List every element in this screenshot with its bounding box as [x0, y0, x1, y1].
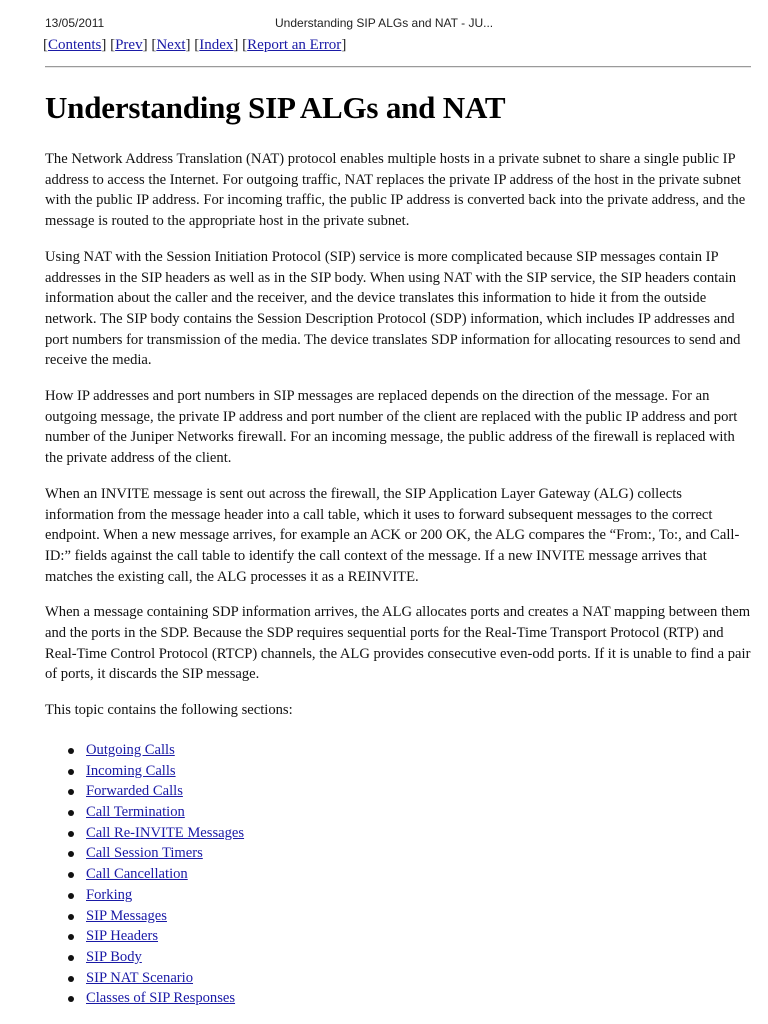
section-link-call-session-timers[interactable]: Call Session Timers [86, 845, 203, 862]
bullet-icon [68, 914, 74, 920]
index-link[interactable]: Index [199, 37, 234, 53]
bullet-icon [68, 769, 74, 775]
report-error-link[interactable]: Report an Error [247, 37, 342, 53]
bullet-icon [68, 872, 74, 878]
header-divider [45, 66, 751, 68]
bullet-icon [68, 996, 74, 1002]
next-link[interactable]: Next [156, 37, 186, 53]
bullet-icon [68, 748, 74, 754]
section-link-call-cancellation[interactable]: Call Cancellation [86, 866, 188, 883]
prev-link[interactable]: Prev [115, 37, 143, 53]
bullet-icon [68, 851, 74, 857]
list-item [65, 988, 752, 1009]
print-header [45, 16, 723, 32]
bullet-icon [68, 955, 74, 961]
page-title: Understanding SIP ALGs and NAT [45, 90, 506, 125]
list-item [65, 906, 752, 927]
section-link-sip-nat-scenario[interactable]: SIP NAT Scenario [86, 969, 194, 986]
section-link-call-reinvite[interactable]: Call Re-INVITE Messages [86, 824, 245, 841]
list-item [65, 947, 752, 968]
list-item [65, 802, 752, 823]
bullet-icon [68, 893, 74, 899]
bullet-icon [68, 976, 74, 982]
section-link-incoming-calls[interactable]: Incoming Calls [86, 762, 176, 779]
section-link-classes-sip-responses[interactable]: Classes of SIP Responses [86, 990, 236, 1007]
paragraph-address-replacement: How IP addresses and port numbers in SIP messages are replaced depends on the direction of the message. For an outgoing message, the private IP address and port number of the client are replaced with the public IP address and port number of the Juniper Networks firewall. For an incoming message, the public address of the firewall is replaced with the private address of the client. [45, 388, 738, 467]
section-link-call-termination[interactable]: Call Termination [86, 803, 185, 820]
section-link-forking[interactable]: Forking [86, 886, 133, 903]
bullet-icon [68, 789, 74, 795]
list-item [65, 823, 752, 844]
sections-list [45, 740, 752, 1009]
paragraph-sections-intro: This topic contains the following sections: [45, 702, 293, 719]
paragraph-invite-handling: When an INVITE message is sent out across the firewall, the SIP Application Layer Gateway (ALG) collects information from the message header into a call table, which it uses to forward subsequent messages to the correct endpoint. When a new message arrives, for example an ACK or 200 OK, the ALG compares the “From:, To:, and Call-ID:” fields against the call table to identify the call context of the message. If a new INVITE message arrives that matches the existing call, the ALG processes it as a REINVITE. [45, 485, 740, 585]
list-item [65, 885, 752, 906]
list-item [65, 968, 752, 989]
bullet-icon [68, 934, 74, 940]
paragraph-nat-sip: Using NAT with the Session Initiation Protocol (SIP) service is more complicated because SIP messages contain IP addresses in the SIP headers as well as in the SIP body. When using NAT with the SIP service, the SIP headers contain information about the caller and the receiver, and the device translates this information to hide it from the outside network. The SIP body contains the Session Description Protocol (SDP) information, which includes IP addresses and port numbers for transmission of the media. The device translates SDP information for allocating resources to send and receive the media. [45, 248, 741, 369]
list-item [65, 926, 752, 947]
section-link-forwarded-calls[interactable]: Forwarded Calls [86, 783, 183, 800]
bullet-icon [68, 810, 74, 816]
list-item [65, 761, 752, 782]
navigation-bar: [Contents] [Prev] [Next] [Index] [Report an Error] [43, 37, 347, 53]
paragraph-nat-intro: The Network Address Translation (NAT) protocol enables multiple hosts in a private subnet to share a single public IP address to access the Internet. For outgoing traffic, NAT replaces the private IP address of the host in the private subnet with the public IP address. For incoming traffic, the public IP address is converted back into the private address, and the message is routed to the appropriate host in the private subnet. [45, 151, 746, 230]
print-document-title: Understanding SIP ALGs and NAT - JU... [275, 16, 494, 30]
contents-link[interactable]: Contents [48, 37, 102, 53]
list-item [65, 864, 752, 885]
list-item [65, 740, 752, 761]
section-link-sip-body[interactable]: SIP Body [86, 948, 142, 965]
bullet-icon [68, 831, 74, 837]
section-link-sip-headers[interactable]: SIP Headers [86, 928, 159, 945]
paragraph-sdp-handling: When a message containing SDP information arrives, the ALG allocates ports and creates a NAT mapping between them and the ports in the SDP. Because the SDP requires sequential ports for the Real-Time Transport Protocol (RTP) and Real-Time Control Protocol (RTCP) channels, the ALG provides consecutive even-odd ports. If it is unable to find a pair of ports, it discards the SIP message. [45, 604, 751, 683]
section-link-outgoing-calls[interactable]: Outgoing Calls [86, 741, 175, 758]
article-body [45, 149, 752, 1009]
list-item [65, 781, 752, 802]
section-link-sip-messages[interactable]: SIP Messages [86, 907, 167, 924]
list-item [65, 843, 752, 864]
print-date: 13/05/2011 [45, 16, 105, 30]
